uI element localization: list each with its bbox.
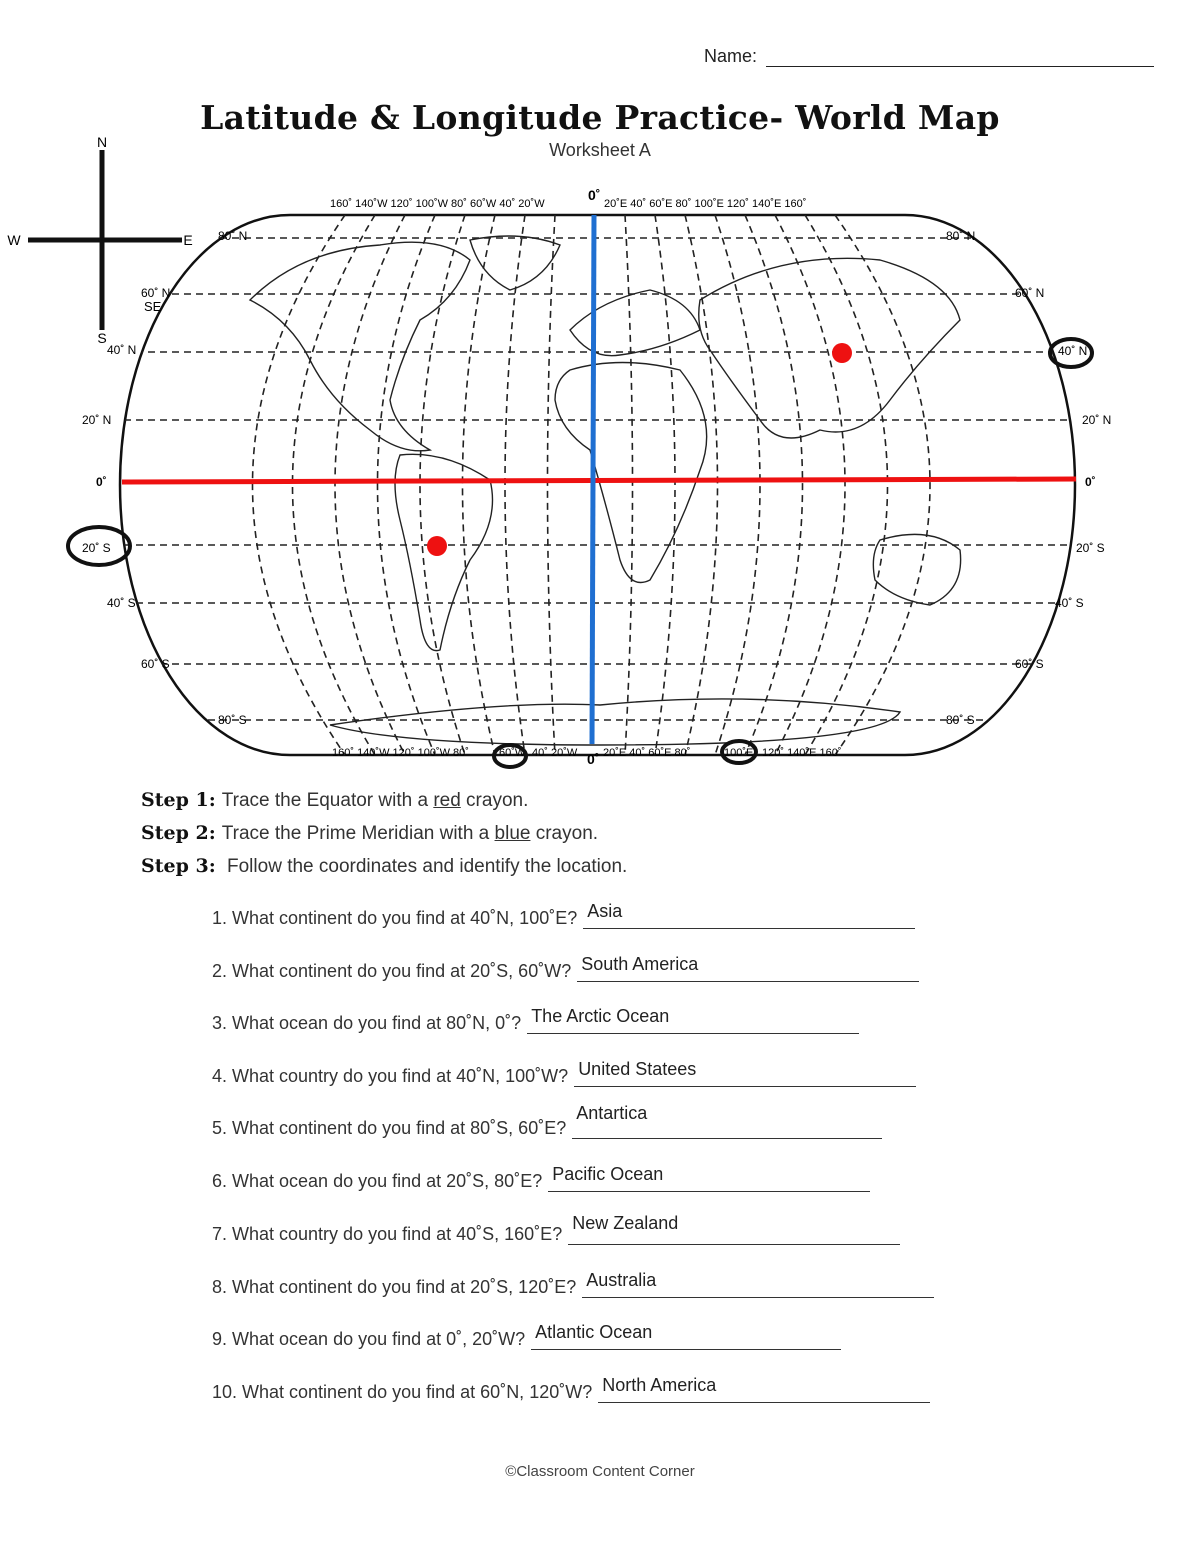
question-2-text: 2. What continent do you find at 20˚S, 60˚W? bbox=[212, 961, 572, 981]
question-4-text: 4. What country do you find at 40˚N, 100˚W? bbox=[212, 1066, 569, 1086]
compass-n: N bbox=[96, 134, 108, 150]
bottom-longitude-labels-east-a: 20˚E 40˚ 60˚E 80˚ bbox=[603, 747, 691, 759]
prime-meridian-line bbox=[592, 215, 594, 744]
lat-label-0-left: 0˚ bbox=[96, 475, 107, 489]
question-8 bbox=[212, 1270, 934, 1298]
question-8-text: 8. What continent do you find at 20˚S, 120˚E? bbox=[212, 1277, 577, 1297]
page-subtitle: Worksheet A bbox=[549, 140, 651, 160]
question-3-text: 3. What ocean do you find at 80˚N, 0˚? bbox=[212, 1013, 522, 1033]
question-10 bbox=[212, 1375, 930, 1403]
answer-10-field[interactable] bbox=[598, 1375, 930, 1403]
step-3 bbox=[141, 855, 627, 878]
page-title: Latitude & Longitude Practice- World Map bbox=[200, 98, 1000, 137]
lat-label-40n-right: 40˚ N bbox=[1058, 344, 1088, 358]
compass-s: S bbox=[97, 330, 107, 346]
lat-label-80n-left: 80˚ N bbox=[218, 229, 248, 243]
answer-2-field[interactable] bbox=[577, 954, 919, 982]
question-3 bbox=[212, 1006, 859, 1034]
map-outline bbox=[120, 215, 1075, 755]
question-6-text: 6. What ocean do you find at 20˚S, 80˚E? bbox=[212, 1171, 543, 1191]
lat-label-0-right: 0˚ bbox=[1085, 475, 1096, 489]
lat-label-40n-left: 40˚ N bbox=[107, 343, 137, 357]
compass-e: E bbox=[183, 232, 193, 248]
step-2 bbox=[141, 822, 598, 845]
answer-1: Asia bbox=[587, 901, 623, 921]
lat-label-60s-left: 60˚ S bbox=[141, 657, 170, 671]
lat-label-40s-right: 40˚ S bbox=[1055, 596, 1084, 610]
name-line[interactable] bbox=[766, 66, 1154, 67]
answer-8: Australia bbox=[586, 1270, 657, 1290]
location-dot-south-america bbox=[427, 536, 447, 556]
question-4 bbox=[212, 1059, 916, 1087]
step-2-text-before: Trace the Prime Meridian with a bbox=[221, 823, 495, 844]
step-3-text: Follow the coordinates and identify the location. bbox=[221, 856, 628, 877]
lat-label-60n-right: 60˚ N bbox=[1015, 286, 1045, 300]
answer-5-field[interactable] bbox=[572, 1103, 882, 1139]
name-label: Name: bbox=[704, 46, 758, 66]
top-zero-label: 0˚ bbox=[588, 187, 601, 203]
step-1-text-after: crayon. bbox=[460, 790, 529, 811]
question-7 bbox=[212, 1213, 900, 1245]
answer-4-field[interactable] bbox=[574, 1059, 916, 1087]
answer-9: Atlantic Ocean bbox=[535, 1322, 653, 1342]
compass-se: SE bbox=[144, 299, 162, 314]
lat-label-20s-right: 20˚ S bbox=[1076, 541, 1105, 555]
top-longitude-labels-east: 20˚E 40˚ 60˚E 80˚ 100˚E 120˚ 140˚E 160˚ bbox=[604, 198, 807, 210]
lat-label-80s-left: 80˚ S bbox=[218, 713, 247, 727]
lat-label-20n-left: 20˚ N bbox=[82, 413, 112, 427]
step-2-text-after: crayon. bbox=[530, 823, 599, 844]
bottom-longitude-labels-west-b: 60˚W bbox=[499, 747, 526, 759]
step-1-label: Step 1: bbox=[141, 789, 216, 811]
answer-6-field[interactable] bbox=[548, 1164, 870, 1192]
question-5-text: 5. What continent do you find at 80˚S, 60˚E? bbox=[212, 1118, 567, 1138]
answer-9-field[interactable] bbox=[531, 1322, 841, 1350]
answer-4: United Statees bbox=[578, 1059, 697, 1079]
bottom-longitude-labels-west-a: 160˚ 140˚W 120˚ 100˚W 80˚ bbox=[332, 747, 469, 759]
question-6 bbox=[212, 1164, 870, 1192]
answer-3-field[interactable] bbox=[527, 1006, 859, 1034]
lat-label-80s-right: 80˚ S bbox=[946, 713, 975, 727]
compass-w: W bbox=[7, 232, 21, 248]
question-5 bbox=[212, 1103, 882, 1139]
footer-copyright: ©Classroom Content Corner bbox=[505, 1463, 695, 1480]
step-1-emph: red bbox=[433, 790, 461, 811]
question-9-text: 9. What ocean do you find at 0˚, 20˚W? bbox=[212, 1329, 526, 1349]
question-1 bbox=[212, 901, 915, 929]
question-1-text: 1. What continent do you find at 40˚N, 100˚E? bbox=[212, 908, 578, 928]
lat-label-20n-right: 20˚ N bbox=[1082, 413, 1112, 427]
step-2-label: Step 2: bbox=[141, 822, 216, 844]
answer-7: New Zealand bbox=[572, 1213, 679, 1233]
step-1 bbox=[141, 789, 528, 812]
answer-6: Pacific Ocean bbox=[552, 1164, 664, 1184]
answer-10: North America bbox=[602, 1375, 717, 1395]
bottom-zero-label: 0˚ bbox=[587, 751, 600, 767]
lat-label-80n-right: 80˚ N bbox=[946, 229, 976, 243]
answer-2: South America bbox=[581, 954, 699, 974]
bottom-longitude-labels-east-b: 100˚E bbox=[724, 747, 754, 759]
step-1-text-before: Trace the Equator with a bbox=[221, 790, 434, 811]
top-longitude-labels-west: 160˚ 140˚W 120˚ 100˚W 80˚ 60˚W 40˚ 20˚W bbox=[330, 198, 545, 210]
answer-7-field[interactable] bbox=[568, 1213, 900, 1245]
question-2 bbox=[212, 954, 919, 982]
answer-8-field[interactable] bbox=[582, 1270, 934, 1298]
answer-3: The Arctic Ocean bbox=[531, 1006, 670, 1026]
lat-label-20s-left: 20˚ S bbox=[82, 541, 111, 555]
step-3-label: Step 3: bbox=[141, 855, 216, 877]
world-map bbox=[0, 130, 1200, 770]
lat-label-60n-left: 60˚ N bbox=[141, 286, 171, 300]
step-2-emph: blue bbox=[494, 823, 531, 844]
location-dot-asia bbox=[832, 343, 852, 363]
question-7-text: 7. What country do you find at 40˚S, 160˚E? bbox=[212, 1224, 563, 1244]
lat-label-60s-right: 60˚ S bbox=[1015, 657, 1044, 671]
equator-line bbox=[122, 479, 1076, 482]
question-10-text: 10. What continent do you find at 60˚N, 120˚W? bbox=[212, 1382, 593, 1402]
answer-5: Antartica bbox=[576, 1103, 648, 1123]
answer-1-field[interactable] bbox=[583, 901, 915, 929]
lat-label-40s-left: 40˚ S bbox=[107, 596, 136, 610]
bottom-longitude-labels-east-c: 120˚ 140˚E 160˚ bbox=[762, 747, 842, 759]
bottom-longitude-labels-west-c: 40˚ 20˚W bbox=[532, 747, 578, 759]
question-9 bbox=[212, 1322, 841, 1350]
